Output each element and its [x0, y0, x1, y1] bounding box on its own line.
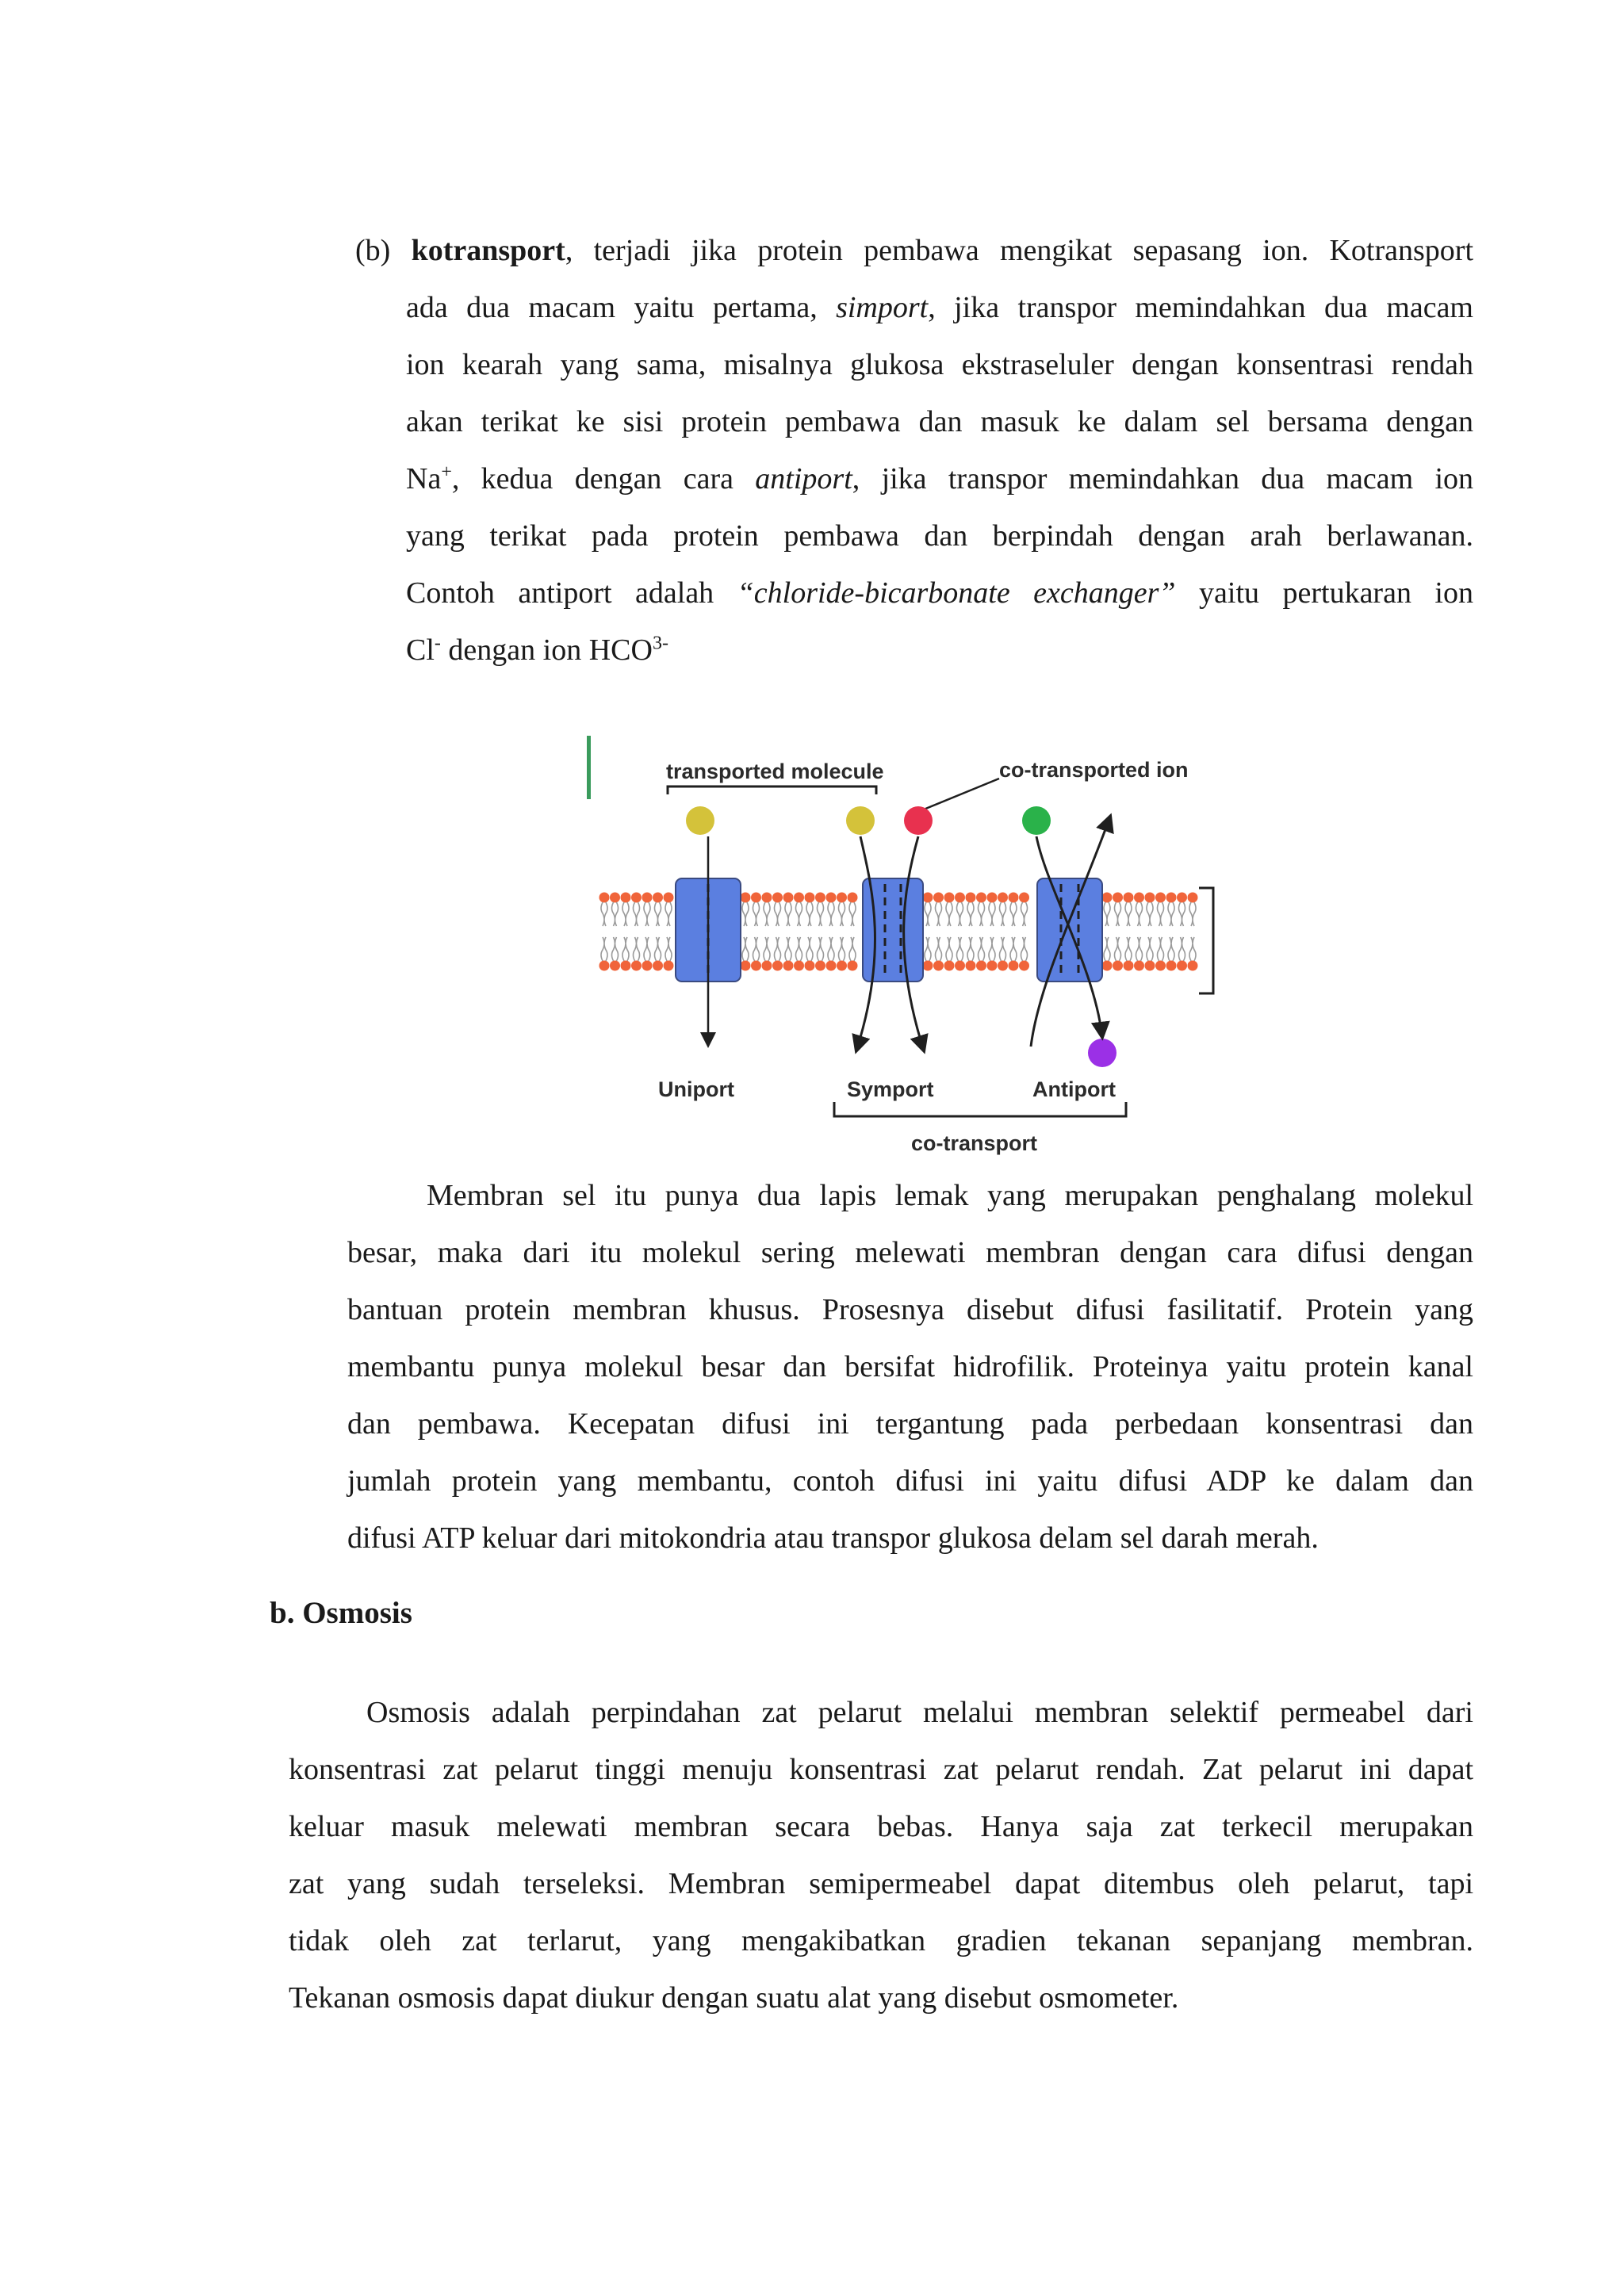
- lipid-head-top: [1166, 893, 1177, 927]
- kotransport-paragraph: [355, 222, 1473, 679]
- lipid-head-bottom: [762, 937, 772, 971]
- term-kotransport: kotransport: [411, 234, 565, 267]
- lipid-head-bottom: [1145, 937, 1155, 971]
- text-line: Membran sel itu punya dua lapis lemak yang merupakan penghalang molekul: [427, 1179, 1473, 1212]
- text-line: [355, 222, 1473, 279]
- lipid-head-top: [642, 893, 653, 927]
- text-line: [355, 507, 1473, 564]
- lipid-head-top: [826, 893, 837, 927]
- term-antiport: antiport: [755, 462, 852, 496]
- text-run: , jika transpor memindahkan dua macam ion: [852, 462, 1473, 496]
- lipid-head-bottom: [1134, 937, 1144, 971]
- lipid-head-top: [837, 893, 847, 927]
- lipid-head-top: [631, 893, 642, 927]
- text-line: membantu punya molekul besar dan bersifat hidrofilik. Proteinya yaitu protein kanal: [347, 1350, 1473, 1383]
- term-exchanger: “chloride-bicarbonate exchanger”: [737, 576, 1176, 610]
- lipid-head-bottom: [1113, 937, 1123, 971]
- label-symport: Symport: [847, 1077, 934, 1101]
- text-line: besar, maka dari itu molekul sering melewati membran dengan cara difusi dengan: [347, 1236, 1473, 1269]
- lipid-head-bottom: [1124, 937, 1134, 971]
- lipid-head-bottom: [1166, 937, 1177, 971]
- lipid-head-top: [1113, 893, 1123, 927]
- text-line: keluar masuk melewati membran secara bebas. Hanya saja zat terkecil merupakan: [289, 1810, 1473, 1843]
- text-line: [355, 279, 1473, 336]
- lipid-head-bottom: [794, 937, 804, 971]
- lipid-head-bottom: [751, 937, 761, 971]
- text-run: akan terikat ke sisi protein pembawa dan masuk ke dalam sel bersama dengan: [406, 405, 1473, 438]
- lipid-head-top: [923, 893, 933, 927]
- lipid-head-bottom: [642, 937, 653, 971]
- label-antiport: Antiport: [1032, 1077, 1116, 1101]
- lipid-head-top: [976, 893, 986, 927]
- lipid-head-bottom: [1155, 937, 1166, 971]
- lipid-head-top: [762, 893, 772, 927]
- text-line: [355, 450, 1473, 507]
- lipid-head-bottom: [664, 937, 674, 971]
- lipid-head-bottom: [631, 937, 642, 971]
- lipid-head-top: [998, 893, 1008, 927]
- lipid-head-top: [653, 893, 663, 927]
- lipid-head-top: [1019, 893, 1029, 927]
- term-simport: simport: [836, 291, 929, 324]
- lipid-head-top: [772, 893, 783, 927]
- lipid-head-bottom: [837, 937, 847, 971]
- lipid-head-top: [815, 893, 825, 927]
- lipid-head-bottom: [987, 937, 998, 971]
- lipid-head-bottom: [772, 937, 783, 971]
- lipid-head-bottom: [621, 937, 631, 971]
- lipid-head-bottom: [976, 937, 986, 971]
- label-cotransported-ion: co-transported ion: [999, 758, 1189, 782]
- text-run: , terjadi jika protein pembawa mengikat sepasang ion. Kotransport: [565, 234, 1473, 267]
- lipid-head-bottom: [933, 937, 944, 971]
- text-line: [355, 564, 1473, 622]
- membrane-transport-diagram: [587, 729, 1221, 1173]
- text-line: tidak oleh zat terlarut, yang mengakibatkan gradien tekanan sepanjang membran.: [289, 1924, 1473, 1957]
- lipid-head-top: [1155, 893, 1166, 927]
- superscript: 3-: [652, 633, 668, 654]
- text-run: Contoh antiport adalah: [406, 576, 737, 610]
- lipid-head-bottom: [848, 937, 858, 971]
- lipid-head-bottom: [783, 937, 794, 971]
- lipid-head-bottom: [1177, 937, 1187, 971]
- list-marker: (b): [355, 234, 391, 267]
- text-run: ion kearah yang sama, misalnya glukosa ekstraseluler dengan konsentrasi rendah: [406, 348, 1473, 381]
- lipid-head-top: [664, 893, 674, 927]
- molecule-yellow-uniport: [686, 806, 714, 835]
- osmosis-paragraph: [289, 1684, 1473, 2026]
- lipid-head-top: [599, 893, 610, 927]
- text-line: difusi ATP keluar dari mitokondria atau transpor glukosa delam sel darah merah.: [347, 1521, 1319, 1555]
- text-line: konsentrasi zat pelarut tinggi menuju konsentrasi zat pelarut rendah. Zat pelarut ini dapat: [289, 1753, 1473, 1786]
- text-run: dengan ion HCO: [440, 633, 653, 667]
- lipid-head-top: [783, 893, 794, 927]
- lipid-head-bottom: [805, 937, 815, 971]
- text-line: zat yang sudah terseleksi. Membran semipermeabel dapat ditembus oleh pelarut, tapi: [289, 1867, 1473, 1900]
- pointer-line: [920, 779, 999, 811]
- section-heading: b. Osmosis: [270, 1596, 412, 1630]
- bracket-top: [668, 786, 876, 794]
- ion-green: [1022, 806, 1051, 835]
- ion-red: [904, 806, 933, 835]
- lipid-head-bottom: [741, 937, 751, 971]
- marker-bar: [587, 736, 591, 799]
- lipid-head-top: [1145, 893, 1155, 927]
- membrane-bracket: [1199, 888, 1213, 993]
- lipid-head-bottom: [955, 937, 965, 971]
- lipid-head-bottom: [1188, 937, 1198, 971]
- lipid-head-bottom: [599, 937, 610, 971]
- text-run: yang terikat pada protein pembawa dan berpindah dengan arah berlawanan.: [406, 519, 1473, 553]
- text-line: jumlah protein yang membantu, contoh difusi ini yaitu difusi ADP ke dalam dan: [347, 1464, 1473, 1498]
- lipid-head-bottom: [610, 937, 620, 971]
- label-cotransport: co-transport: [911, 1131, 1038, 1155]
- text-run: Cl: [406, 633, 435, 667]
- lipid-head-top: [987, 893, 998, 927]
- lipid-head-bottom: [653, 937, 663, 971]
- lipid-head-top: [1134, 893, 1144, 927]
- lipid-head-bottom: [944, 937, 955, 971]
- lipid-head-top: [955, 893, 965, 927]
- lipid-head-bottom: [966, 937, 976, 971]
- bracket-bottom: [834, 1102, 1126, 1116]
- superscript: +: [441, 461, 452, 483]
- lipid-head-top: [610, 893, 620, 927]
- lipid-head-top: [1188, 893, 1198, 927]
- lipid-head-top: [741, 893, 751, 927]
- superscript: -: [434, 633, 441, 654]
- lipid-head-top: [751, 893, 761, 927]
- label-uniport: Uniport: [658, 1077, 734, 1101]
- text-run: , kedua dengan cara: [451, 462, 756, 496]
- lipid-head-top: [848, 893, 858, 927]
- lipid-head-top: [805, 893, 815, 927]
- text-run: yaitu pertukaran ion: [1175, 576, 1473, 610]
- membran-paragraph: [347, 1167, 1473, 1567]
- ion-purple: [1088, 1039, 1116, 1067]
- lipid-head-bottom: [826, 937, 837, 971]
- lipid-head-bottom: [815, 937, 825, 971]
- text-line: [355, 622, 1473, 679]
- lipid-head-top: [966, 893, 976, 927]
- text-line: dan pembawa. Kecepatan difusi ini tergantung pada perbedaan konsentrasi dan: [347, 1407, 1473, 1441]
- molecule-yellow-symport: [846, 806, 875, 835]
- text-line: Tekanan osmosis dapat diukur dengan suatu alat yang disebut osmometer.: [289, 1981, 1179, 2015]
- lipid-head-top: [1102, 893, 1113, 927]
- lipid-head-top: [1009, 893, 1019, 927]
- lipid-head-bottom: [998, 937, 1008, 971]
- lipid-head-top: [1124, 893, 1134, 927]
- text-run: ada dua macam yaitu pertama,: [406, 291, 837, 324]
- text-line: bantuan protein membran khusus. Prosesnya disebut difusi fasilitatif. Protein yang: [347, 1293, 1473, 1326]
- text-run: Na: [406, 462, 442, 496]
- text-run: , jika transpor memindahkan dua macam: [928, 291, 1473, 324]
- lipid-head-bottom: [1019, 937, 1029, 971]
- lipid-head-top: [944, 893, 955, 927]
- label-transported-molecule: transported molecule: [666, 760, 884, 783]
- text-line: [355, 336, 1473, 393]
- lipid-head-top: [794, 893, 804, 927]
- lipid-head-top: [621, 893, 631, 927]
- lipid-head-bottom: [1102, 937, 1113, 971]
- text-line: Osmosis adalah perpindahan zat pelarut melalui membran selektif permeabel dari: [366, 1696, 1473, 1729]
- text-line: [355, 393, 1473, 450]
- lipid-head-bottom: [1009, 937, 1019, 971]
- lipid-head-top: [1177, 893, 1187, 927]
- lipid-head-bottom: [923, 937, 933, 971]
- lipid-head-top: [933, 893, 944, 927]
